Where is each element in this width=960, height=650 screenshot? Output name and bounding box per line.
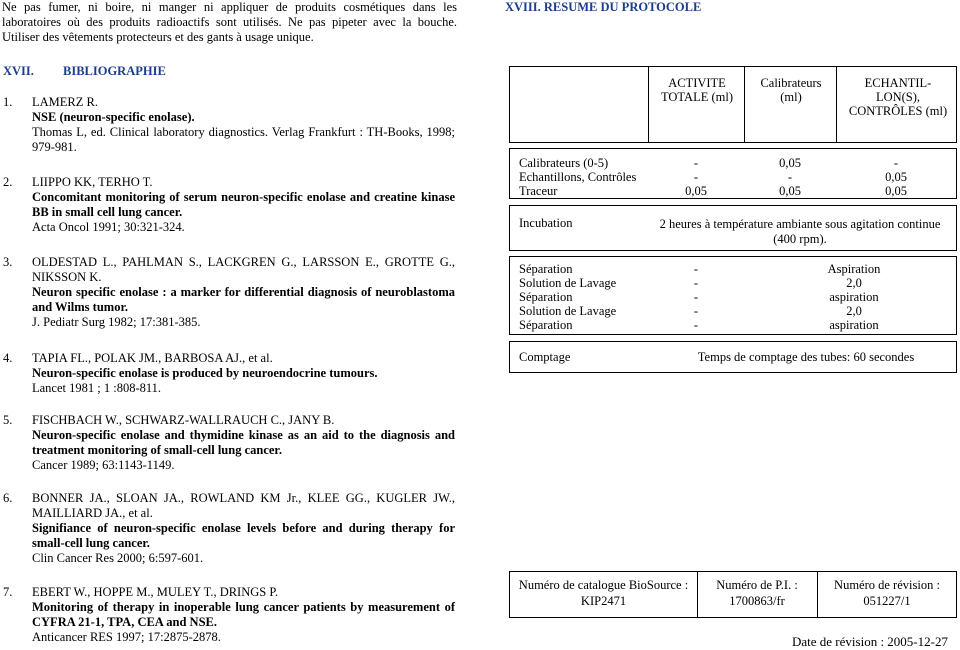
reference-number: 3. — [3, 255, 13, 269]
revision-date: Date de révision : 2005-12-27 — [792, 634, 948, 649]
row-value: 0,05 — [779, 184, 801, 198]
comptage-value: Temps de comptage des tubes: 60 secondes — [697, 350, 915, 364]
reference-authors: FISCHBACH W., SCHWARZ-WALLRAUCH C., JANY B. — [32, 413, 335, 427]
catalogue-label: Numéro de catalogue BioSource : — [518, 578, 689, 592]
row-value: Aspiration — [827, 262, 881, 276]
reference-source: Cancer 1989; 63:1143-1149. — [32, 458, 175, 472]
row-label: Solution de Lavage — [519, 304, 617, 318]
reference-5 — [3, 413, 455, 473]
revision-value: 051227/1 — [863, 594, 911, 608]
reference-title: Neuron-specific enolase is produced by neuroendocrine tumours. — [32, 366, 378, 380]
revision-label: Numéro de révision : — [834, 578, 940, 592]
reference-2 — [3, 175, 455, 235]
reference-source: Anticancer RES 1997; 17:2875-2878. — [32, 630, 221, 644]
header-echantillons: ECHANTIL-LON(S), CONTRÔLES (ml) — [848, 76, 948, 118]
reference-1 — [3, 95, 455, 155]
reference-number: 6. — [3, 491, 13, 505]
header-calibrateurs: Calibrateurs (ml) — [760, 76, 822, 104]
reference-number: 7. — [3, 585, 13, 599]
reference-3 — [3, 255, 455, 330]
header-divider — [648, 66, 649, 143]
row-value: 0,05 — [885, 170, 907, 184]
row-value: - — [787, 170, 793, 184]
row-label: Traceur — [519, 184, 558, 198]
footer-divider — [817, 571, 818, 618]
reference-authors: EBERT W., HOPPE M., MULEY T., DRINGS P. — [32, 585, 279, 599]
reference-source: Acta Oncol 1991; 30:321-324. — [32, 220, 185, 234]
row-label: Calibrateurs (0-5) — [519, 156, 609, 170]
comptage-label: Comptage — [519, 350, 571, 364]
reference-number: 1. — [3, 95, 13, 109]
row-label: Séparation — [519, 290, 573, 304]
row-value: - — [693, 262, 699, 276]
reference-6 — [3, 491, 455, 566]
row-label: Solution de Lavage — [519, 276, 617, 290]
row-value: aspiration — [829, 318, 879, 332]
bibliography-heading: BIBLIOGRAPHIE — [63, 64, 166, 78]
reference-authors: LAMERZ R. — [32, 95, 98, 109]
reference-authors: LIIPPO KK, TERHO T. — [32, 175, 153, 189]
header-divider — [744, 66, 745, 143]
row-value: 2,0 — [846, 304, 862, 318]
reference-authors: TAPIA FL., POLAK JM., BARBOSA AJ., et al. — [32, 351, 273, 365]
row-value: 2,0 — [846, 276, 862, 290]
row-value: - — [693, 318, 699, 332]
reference-source: Lancet 1981 ; 1 :808-811. — [32, 381, 162, 395]
incubation-value: 2 heures à température ambiante sous agitation continue (400 rpm). — [659, 217, 941, 246]
row-label: Séparation — [519, 262, 573, 276]
reference-number: 2. — [3, 175, 13, 189]
pi-value: 1700863/fr — [729, 594, 785, 608]
reference-number: 5. — [3, 413, 13, 427]
row-value: aspiration — [829, 290, 879, 304]
row-value: - — [693, 156, 699, 170]
row-label: Séparation — [519, 318, 573, 332]
safety-paragraph: Ne pas fumer, ni boire, ni manger ni appliquer de produits cosmétiques dans les laboratoires où des produits radioactifs sont utilisés. Ne pas pipeter avec la bouche. Utiliser des vêtements protecteurs et des gants à usage unique. — [2, 0, 457, 44]
row-value: 0,05 — [885, 184, 907, 198]
row-value: - — [893, 156, 899, 170]
reference-authors: OLDESTAD L., PAHLMAN S., LACKGREN G., LARSSON E., GROTTE G., NIKSSON K. — [32, 255, 455, 284]
catalogue-value: KIP2471 — [580, 594, 627, 608]
reference-title: Monitoring of therapy in inoperable lung cancer patients by measurement of CYFRA 21-1, TPA, CEA and NSE. — [32, 600, 455, 629]
footer-divider — [697, 571, 698, 618]
reference-source: J. Pediatr Surg 1982; 17:381-385. — [32, 315, 201, 329]
reference-title: Signifiance of neuron-specific enolase levels before and during therapy for small-cell lung cancer. — [32, 521, 455, 550]
header-activite-totale: ACTIVITE TOTALE (ml) — [660, 76, 733, 104]
reference-title: Concomitant monitoring of serum neuron-specific enolase and creatine kinase BB in small cell lung cancer. — [32, 190, 455, 219]
reference-title: NSE (neuron-specific enolase). — [32, 110, 195, 124]
reference-source: Clin Cancer Res 2000; 6:597-601. — [32, 551, 204, 565]
row-label: Echantillons, Contrôles — [519, 170, 637, 184]
bibliography-heading-number: XVII. — [3, 64, 34, 78]
row-value: 0,05 — [779, 156, 801, 170]
row-value: - — [693, 304, 699, 318]
incubation-label: Incubation — [519, 216, 573, 230]
reference-4 — [3, 351, 455, 396]
reference-title: Neuron-specific enolase and thymidine kinase as an aid to the diagnosis and treatment monitoring of small-cell lung cancer. — [32, 428, 455, 457]
reference-title: Neuron specific enolase : a marker for differential diagnosis of neuroblastoma and Wilms tumor. — [32, 285, 455, 314]
header-divider — [836, 66, 837, 143]
row-value: 0,05 — [685, 184, 707, 198]
reference-number: 4. — [3, 351, 13, 365]
row-value: - — [693, 290, 699, 304]
reference-authors: BONNER JA., SLOAN JA., ROWLAND KM Jr., KLEE GG., KUGLER JW., MAILLIARD JA., et al. — [32, 491, 455, 520]
reference-source: Thomas L, ed. Clinical laboratory diagnostics. Verlag Frankfurt : TH-Books, 1998; 979-981. — [32, 125, 455, 154]
row-value: - — [693, 276, 699, 290]
row-value: - — [693, 170, 699, 184]
protocol-heading: XVIII. RESUME DU PROTOCOLE — [505, 0, 702, 14]
reference-7 — [3, 585, 455, 645]
pi-label: Numéro de P.I. : — [716, 578, 798, 592]
